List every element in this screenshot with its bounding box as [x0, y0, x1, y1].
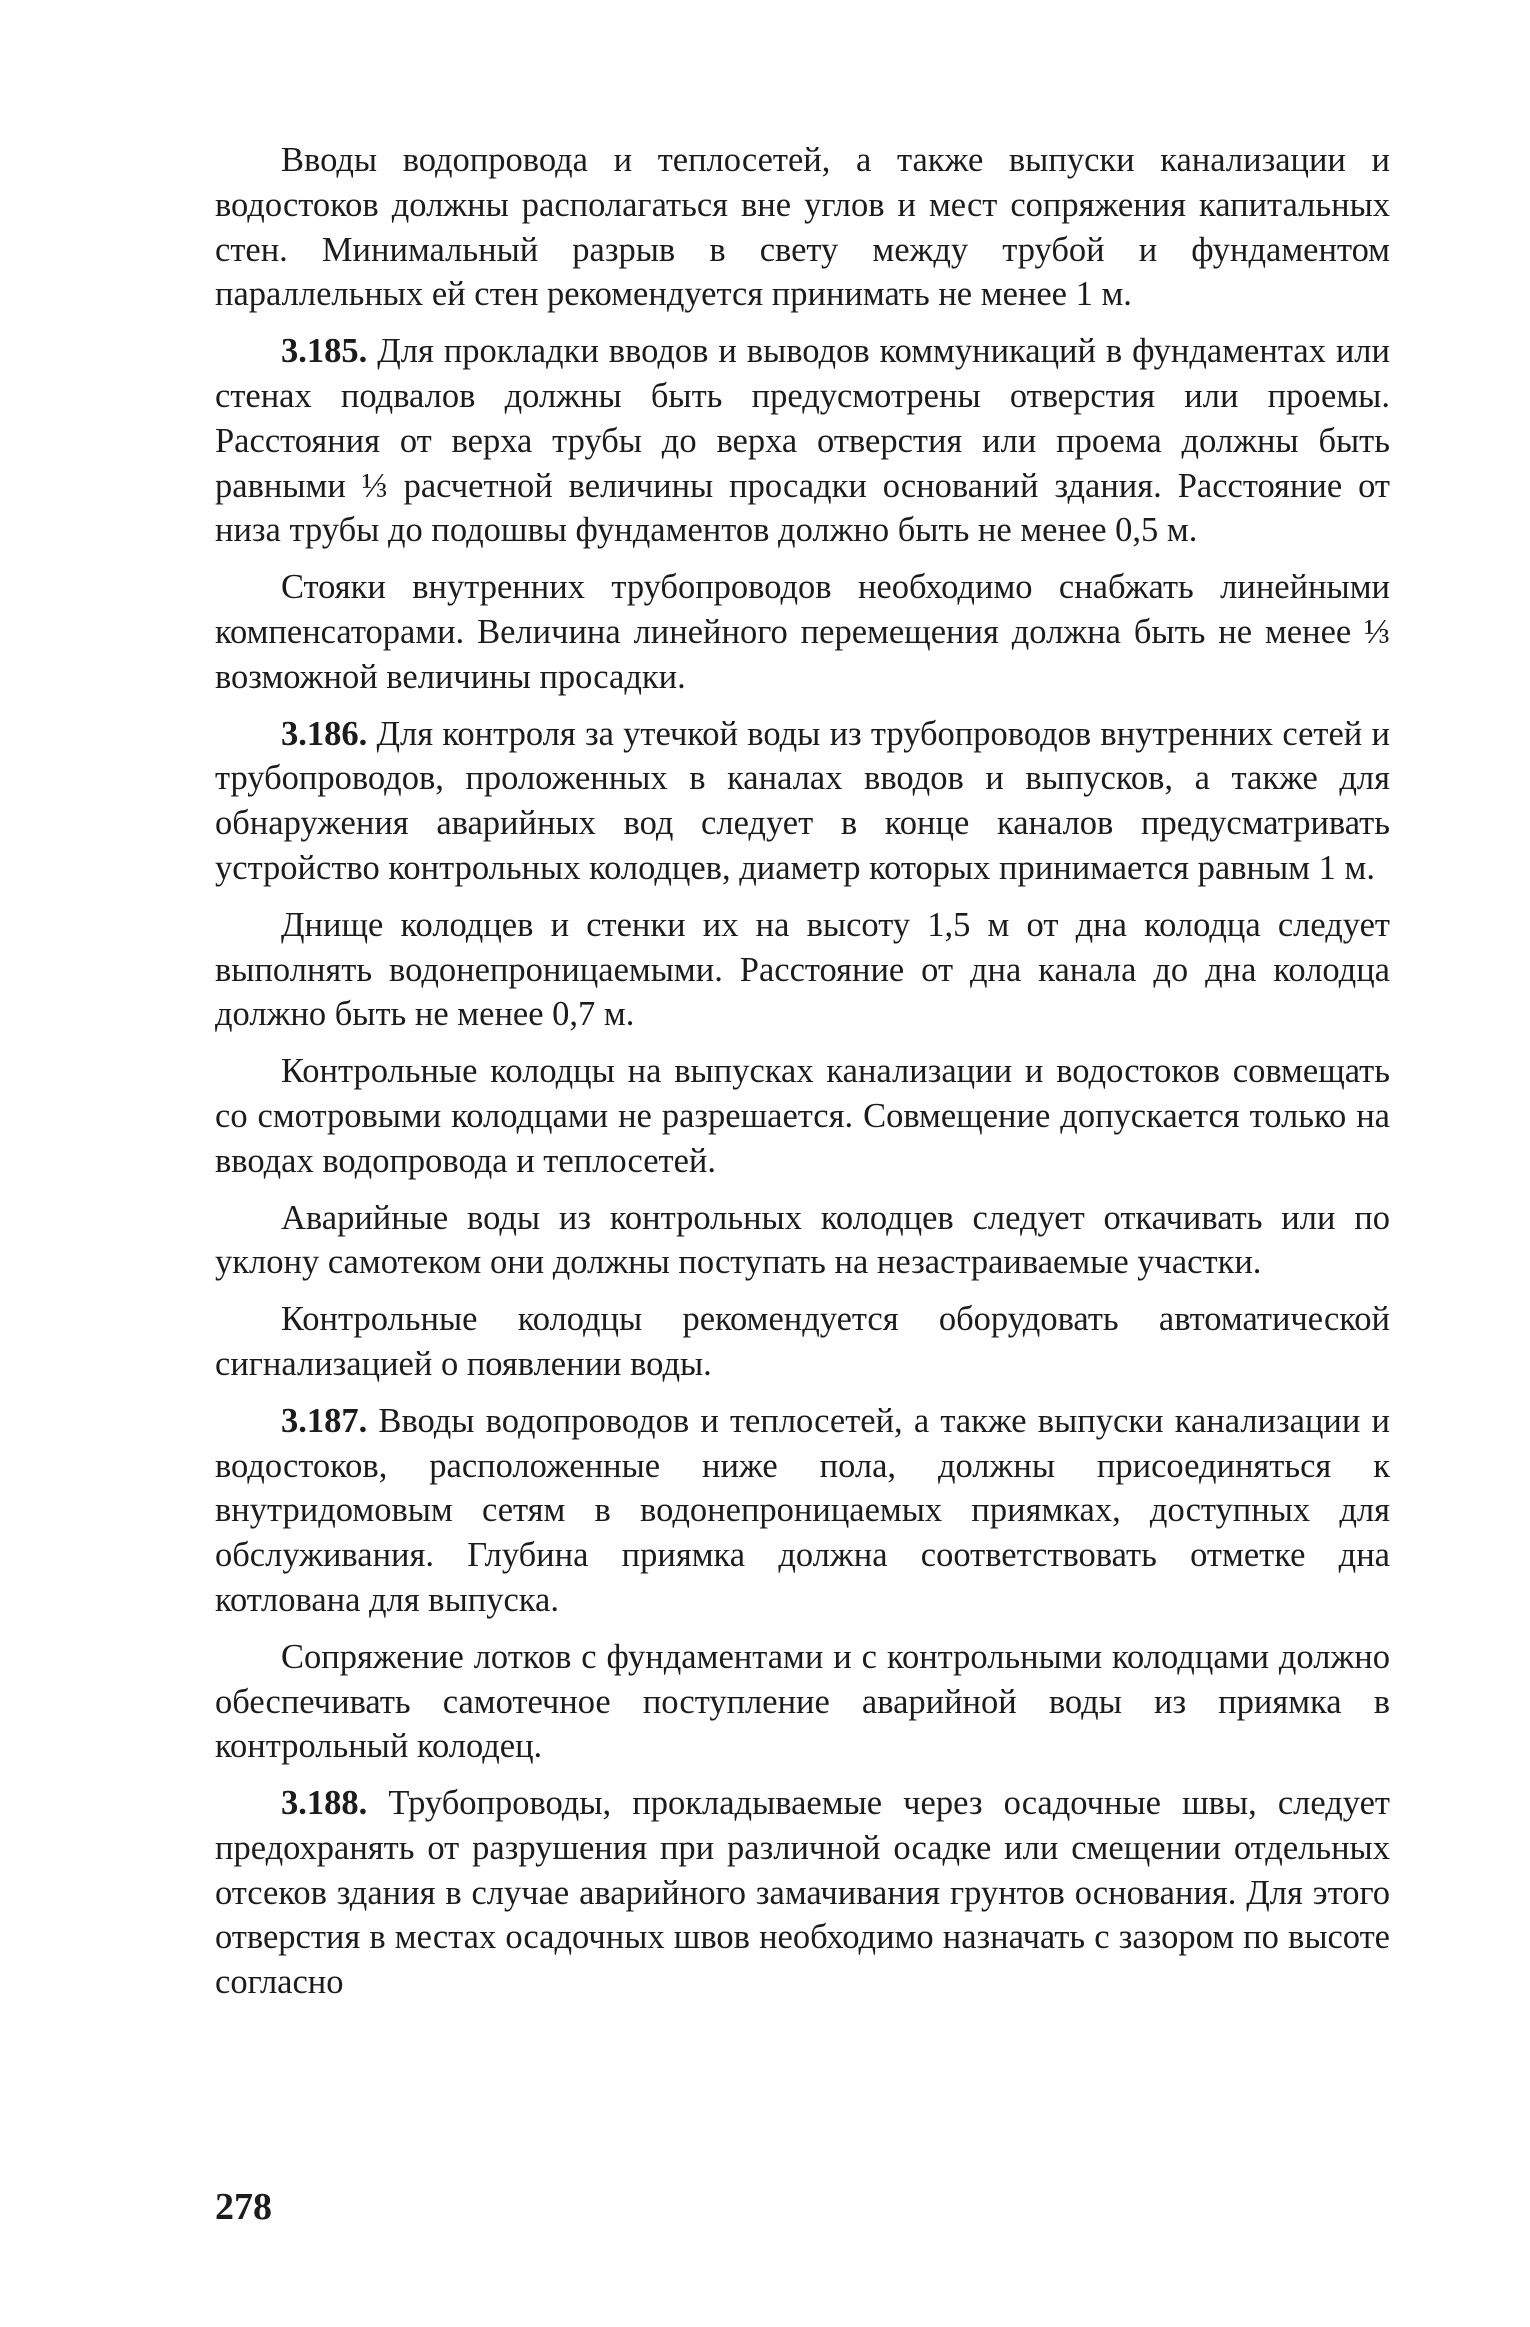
paragraph-text: Стояки внутренних трубопроводов необходимо снабжать линейными компенсаторами. Величина линейного перемещения должна быть не менее ⅓ возможной величины просадки. — [215, 568, 1390, 696]
paragraph — [215, 565, 1390, 699]
paragraph-text: Сопряжение лотков с фундаментами и с контрольными колодцами должно обеспечивать самотечное поступление аварийной воды из приямка в контрольный колодец. — [215, 1637, 1390, 1766]
paragraph-text: Для прокладки вводов и выводов коммуникаций в фундаментах или стенах подвалов должны быть предусмотрены отверстия или проемы. Расстояния от верха трубы до верха отверстия или проема должны быть равными ⅓ расчетной величины просадки оснований здания. Расстояние от низа трубы до подошвы фундаментов должно быть не менее 0,5 м. — [215, 332, 1390, 550]
paragraph — [215, 1635, 1390, 1769]
paragraph-text: Днище колодцев и стенки их на высоту 1,5 м от дна колодца следует выполнять водонепроницаемыми. Расстояние от дна канала до дна колодца должно быть не менее 0,7 м. — [215, 905, 1390, 1034]
paragraph — [215, 138, 1390, 317]
paragraph-text: Контрольные колодцы рекомендуется оборудовать автоматической сигнализацией о появлении воды. — [215, 1300, 1390, 1383]
paragraph-3-186 — [215, 712, 1390, 891]
paragraph-3-187 — [215, 1399, 1390, 1623]
paragraph — [215, 1049, 1390, 1183]
page-number: 278 — [215, 2186, 272, 2228]
section-number: 3.186. — [281, 714, 368, 753]
paragraph-text: Вводы водопроводов и теплосетей, а также выпуски канализации и водостоков, расположенные ниже пола, должны присоединяться к внутридомовым сетям в водонепроницаемых приямках, доступных для обслуживания. Глубина приямка должна соответствовать отметке дна котлована для выпуска. — [215, 1401, 1390, 1619]
paragraph-text: Аварийные воды из контрольных колодцев следует откачивать или по уклону самотеком они должны поступать на незастраиваемые участки. — [215, 1198, 1390, 1282]
paragraph-text: Для контроля за утечкой воды из трубопроводов внутренних сетей и трубопроводов, проложенных в каналах вводов и выпусков, а также для обнаружения аварийных вод следует в конце каналов предусматривать устройство контрольных колодцев, диаметр которых принимается равным 1 м. — [215, 714, 1390, 887]
paragraph — [215, 1196, 1390, 1286]
paragraph-text: Контрольные колодцы на выпусках канализации и водостоков совмещать со смотровыми колодцами не разрешается. Совмещение допускается только на вводах водопровода и теплосетей. — [215, 1052, 1390, 1180]
section-number: 3.185. — [281, 332, 368, 371]
section-number: 3.188. — [281, 1784, 368, 1823]
paragraph-text: Трубопроводы, прокладываемые через осадочные швы, следует предохранять от разрушения при различной осадке или смещении отдельных отсеков здания в случае аварийного замачивания грунтов основания. Для этого отверстия в местах осадочных швов необходимо назначать с зазором по высоте согласно — [215, 1784, 1390, 2002]
paragraph — [215, 1297, 1390, 1387]
paragraph-3-188 — [215, 1781, 1390, 2005]
page-body — [215, 138, 1390, 2017]
paragraph-text: Вводы водопровода и теплосетей, а также выпуски канализации и водостоков должны располагаться вне углов и мест сопряжения капитальных стен. Минимальный разрыв в свету между трубой и фундаментом параллельных ей стен рекомендуется принимать не менее 1 м. — [215, 141, 1390, 314]
paragraph-3-185 — [215, 329, 1390, 553]
section-number: 3.187. — [281, 1401, 368, 1440]
paragraph — [215, 903, 1390, 1037]
